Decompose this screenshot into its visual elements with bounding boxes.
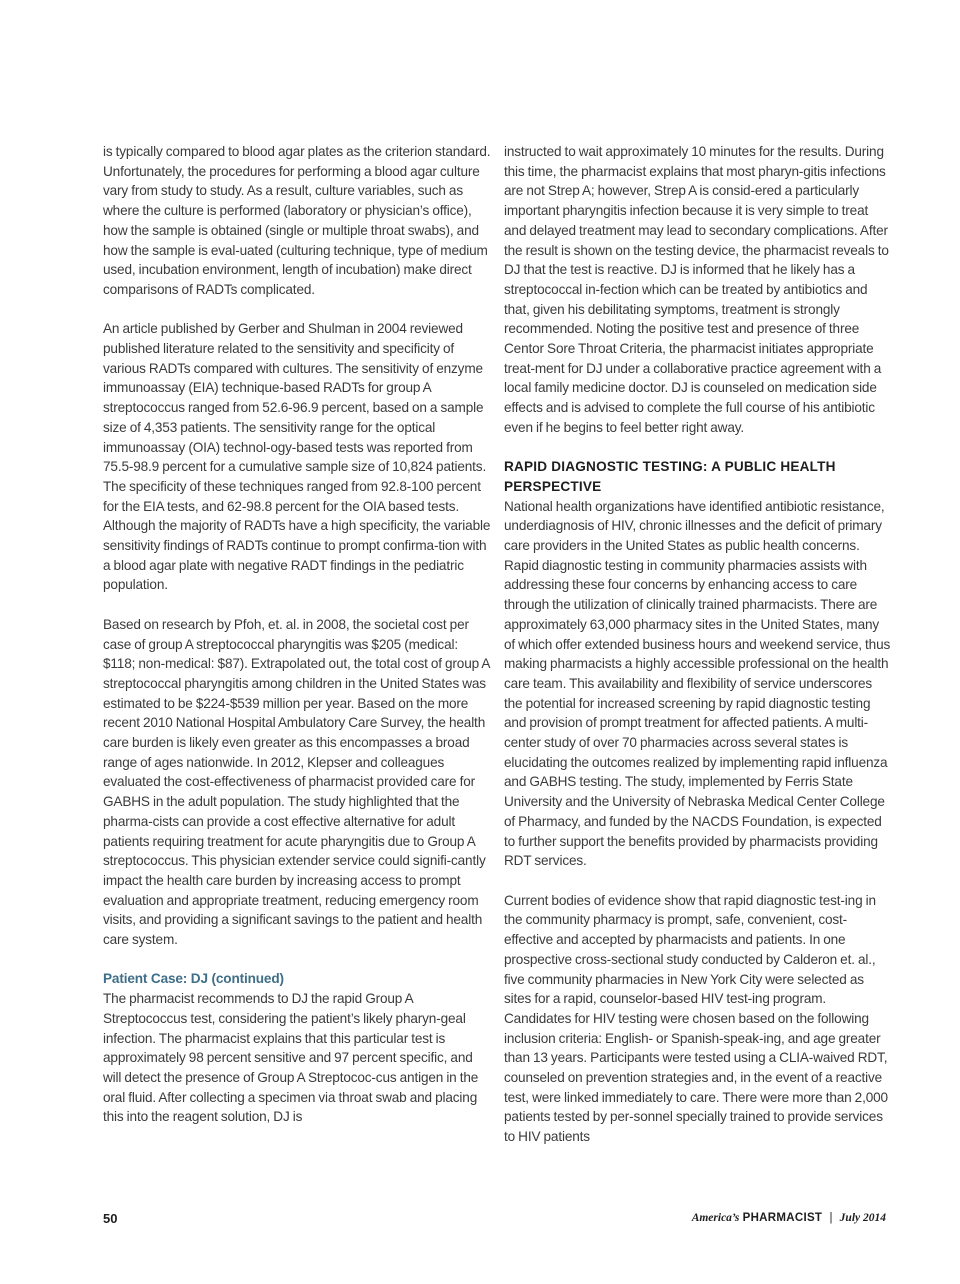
left-column — [103, 142, 491, 1127]
body-paragraph: The pharmacist recommends to DJ the rapid Group A Streptococcus test, considering the patient’s likely pharyn-geal infection. The pharmacist explains that this particular test is approximately 98 percent sensitive and 97 percent specific, and will detect the presence of Group A Streptococ-cus antigen in the oral fluid. After collecting a specimen via throat swab and placing this into the reagent solution, DJ is — [103, 991, 479, 1125]
body-paragraph: Based on research by Pfoh, et. al. in 2008, the societal cost per case of group A streptococcal pharyngitis was $205 (medical: $118; non-medical: $87). Extrapolated out, the total cost of group A streptococcal pharyngitis among children in the United States was estimated to be $224-$539 million per year. Based on the more recent 2010 National Hospital Ambulatory Care Survey, the health care burden is likely even greater as this encompasses a broad range of ages nationwide. In 2012, Klepser and colleagues evaluated the cost-effectiveness of pharmacist provided care for GABHS in the adult population. The study highlighted that the pharma-cists can provide a cost effective alternative for adult patients requiring treatment for acute pharyngitis due to Group A streptococcus. This physician extender service could signifi-cantly impact the health care burden by increasing access to prompt evaluation and appropriate treatment, reducing emergency room visits, and providing a significant savings to the patient and health care system. — [103, 616, 490, 948]
magazine-name: PHARMACIST — [742, 1212, 823, 1224]
body-paragraph: is typically compared to blood agar plates as the criterion standard. Unfortunately, the procedures for performing a blood agar culture vary from study to study. As a result, culture variables, such as where the culture is performed (laboratory or physician’s office), how the sample is obtained (single or multiple throat swabs), and how the sample is eval-uated (culturing technique, type of medium used, incubation environment, length of incubation) make direct comparisons of RADTs complicated. — [103, 144, 491, 297]
page-footer — [0, 1211, 960, 1231]
page-number: 50 — [103, 1211, 118, 1226]
body-paragraph: National health organizations have identified antibiotic resistance, underdiagnosis of HIV, chronic illnesses and the deficit of primary care providers in the United States as public health concerns. Rapid diagnostic testing in community pharmacies assists with addressing these four concerns by enhancing access to care through the utilization of clinically trained pharmacists. There are approximately 63,000 pharmacy sites in the United States, many of which offer extended business hours and weekend service, thus making pharmacists a highly accessible professional on the health care team. This availability and flexibility of service underscores the potential for increased screening by rapid diagnostic testing and provision of prompt treatment for affected patients. A multi-center study of over 70 pharmacies across several states is elucidating the outcomes realized by implementing rapid influenza and GABHS testing. The study, implemented by Ferris State University and the University of Nebraska Medical Center College of Pharmacy, and funded by the NACDS Foundation, is expected to further support the benefits provided by pharmacists providing RDT services. — [504, 498, 891, 869]
issue-date: July 2014 — [839, 1212, 886, 1224]
footer-separator: | — [829, 1212, 833, 1224]
patient-case-subheading: Patient Case: DJ (continued) — [103, 971, 284, 987]
right-column — [504, 142, 892, 1147]
body-paragraph: Current bodies of evidence show that rapid diagnostic test-ing in the community pharmacy is prompt, safe, convenient, cost-effective and accepted by pharmacists and patients. In one prospective cross-sectional study conducted by Calderon et. al., five community pharmacies in New York City were selected as sites for a rapid, counselor-based HIV test-ing program. Candidates for HIV testing were chosen based on the following inclusion criteria: English- or Spanish-speak-ing, and age greater than 13 years. Participants were tested using a CLIA-waived RDT, counseled on prevention strategies and, in the event of a reactive test, were linked immediately to care. There were more than 2,000 patients tested by per-sonnel specially trained to provide services to HIV patients — [504, 892, 888, 1145]
body-paragraph: An article published by Gerber and Shulman in 2004 reviewed published literature related to the sensitivity and specificity of various RADTs compared with cultures. The sensitivity of enzyme immunoassay (EIA) technique-based RADTs for group A streptococcus ranged from 52.6-96.9 percent, based on a sample size of 4,353 patients. The sensitivity range for the optical immunoassay (OIA) technol-ogy-based tests was reported from 75.5-98.9 percent for a cumulative sample size of 10,824 patients. The specificity of these techniques ranged from 92.8-100 percent for the EIA tests, and 62-98.8 percent for the OIA based tests. Although the majority of RADTs have a high specificity, the variable sensitivity findings of RADTs continue to prompt confirma-tion with a blood agar plate with negative RADT findings in the pediatric population. — [103, 321, 491, 593]
magazine-prefix: America’s — [691, 1212, 740, 1224]
body-paragraph: instructed to wait approximately 10 minutes for the results. During this time, the pharmacist explains that most pharyn-gitis infections are not Strep A; however, Strep A is consid-ered a particularly important pharyngitis infection because it is very simple to treat and delayed treatment may lead to secondary complications. After the result is shown on the testing device, the pharmacist reveals to DJ that the test is reactive. DJ is informed that he likely has a streptococcal in-fection which can be treated by antibiotics and that, given his debilitating symptoms, treatment is strongly recommended. Noting the positive test and presence of three Centor Sore Throat Criteria, the pharmacist initiates appropriate treat-ment for DJ under a collaborative practice agreement with a local family medicine doctor. DJ is counseled on medication side effects and is advised to complete the full course of his antibiotic even if he begins to feel better right away. — [504, 144, 889, 435]
magazine-masthead — [692, 1212, 886, 1224]
section-heading: RAPID DIAGNOSTIC TESTING: A PUBLIC HEALTH PERSPECTIVE — [504, 459, 836, 494]
